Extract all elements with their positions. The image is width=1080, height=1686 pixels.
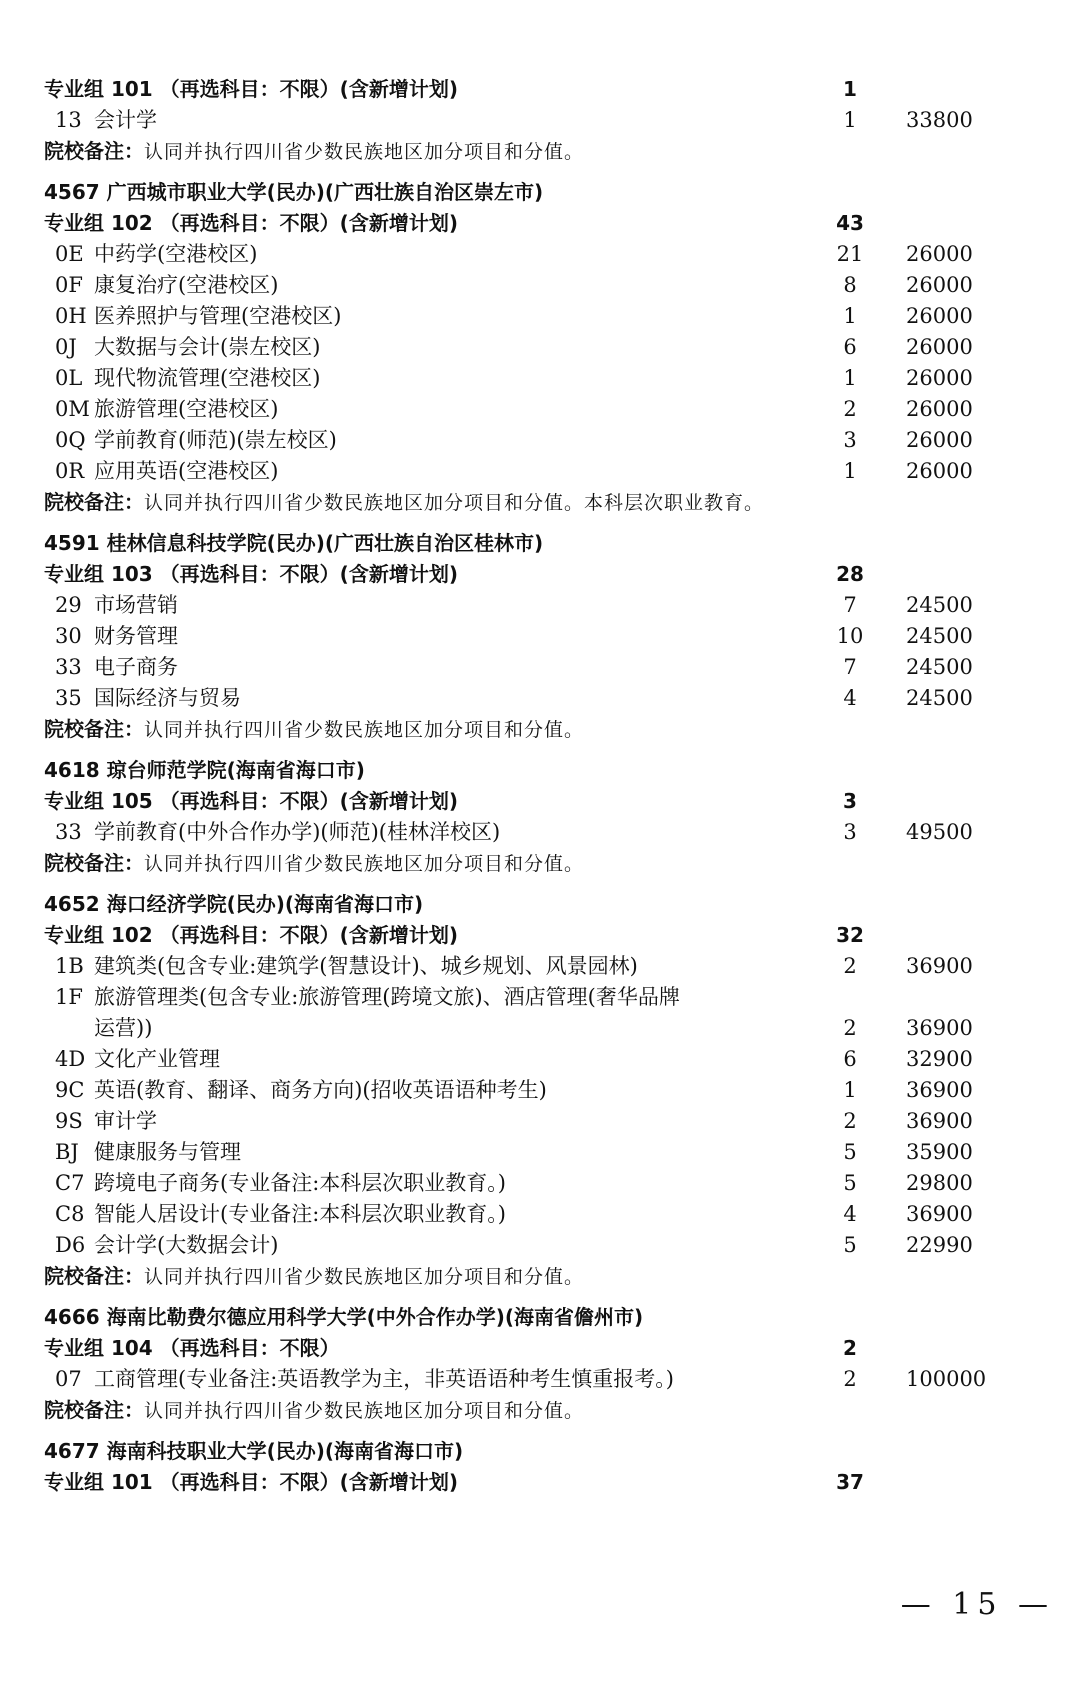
major-row: 0Q 学前教育(师范)(崇左校区) 3 26000	[55, 428, 973, 452]
major-row: D6 会计学(大数据会计) 5 22990	[55, 1233, 973, 1257]
school-title: 4567 广西城市职业大学(民办)(广西壮族自治区崇左市)	[44, 180, 544, 204]
major-row: 9C 英语(教育、翻译、商务方向)(招收英语语种考生) 1 36900	[55, 1078, 973, 1102]
school-note: 院校备注：认同并执行四川省少数民族地区加分项目和分值。	[44, 851, 585, 875]
group-header: 专业组 101 （再选科目：不限）(含新增计划) 1	[44, 74, 1004, 105]
major-plan-count: 1	[843, 108, 857, 132]
major-tuition: 33800	[906, 108, 973, 132]
major-row: 0L 现代物流管理(空港校区) 1 26000	[55, 366, 973, 390]
major-row: 0F 康复治疗(空港校区) 8 26000	[55, 273, 973, 297]
major-row: 29 市场营销 7 24500	[55, 593, 973, 617]
major-row: 0M 旅游管理(空港校区) 2 26000	[55, 397, 973, 421]
group-header: 专业组 105 （再选科目：不限）(含新增计划) 3	[44, 789, 857, 813]
admission-plan-page	[44, 74, 1004, 1498]
major-row: C8 智能人居设计(专业备注:本科层次职业教育。) 4 36900	[55, 1202, 973, 1226]
school-title: 4591 桂林信息科技学院(民办)(广西壮族自治区桂林市)	[44, 531, 544, 555]
major-row: 33 电子商务 7 24500	[55, 655, 973, 679]
major-row: 0E 中药学(空港校区) 21 26000	[55, 242, 973, 266]
major-row	[44, 105, 1004, 136]
major-code: 13	[55, 108, 82, 132]
school-title: 4652 海口经济学院(民办)(海南省海口市)	[44, 892, 424, 916]
group-header: 专业组 102 （再选科目：不限）(含新增计划) 32	[44, 923, 864, 947]
major-row: 0J 大数据与会计(崇左校区) 6 26000	[55, 335, 973, 359]
major-row: 30 财务管理 10 24500	[55, 624, 973, 648]
school-title: 4677 海南科技职业大学(民办)(海南省海口市)	[44, 1439, 464, 1463]
school-title: 4618 琼台师范学院(海南省海口市)	[44, 758, 365, 782]
group-header: 专业组 102 （再选科目：不限）(含新增计划) 43	[44, 208, 1004, 239]
major-row: 35 国际经济与贸易 4 24500	[55, 686, 973, 710]
major-row: 33 学前教育(中外合作办学)(师范)(桂林洋校区) 3 49500	[55, 820, 973, 844]
group-plan-count: 43	[836, 211, 864, 235]
school-note: 院校备注：认同并执行四川省少数民族地区加分项目和分值。本科层次职业教育。	[44, 490, 765, 514]
group-plan-count: 1	[843, 77, 857, 101]
major-row: C7 跨境电子商务(专业备注:本科层次职业教育。) 5 29800	[55, 1171, 973, 1195]
major-row: 1F 旅游管理类(包含专业:旅游管理(跨境文旅)、酒店管理(奢华品牌	[55, 985, 680, 1009]
major-row: 0H 医养照护与管理(空港校区) 1 26000	[55, 304, 973, 328]
group-header: 专业组 103 （再选科目：不限）(含新增计划) 28	[44, 562, 864, 586]
school-note: 院校备注：认同并执行四川省少数民族地区加分项目和分值。	[44, 139, 585, 163]
major-row-continued: 运营)) 2 36900	[94, 1016, 973, 1040]
school-title: 4666 海南比勒费尔德应用科学大学(中外合作办学)(海南省儋州市)	[44, 1305, 644, 1329]
school-note: 院校备注：认同并执行四川省少数民族地区加分项目和分值。	[44, 717, 585, 741]
group-header: 专业组 104 （再选科目：不限） 2	[44, 1336, 857, 1360]
major-row: 0R 应用英语(空港校区) 1 26000	[55, 459, 973, 483]
major-row: BJ 健康服务与管理 5 35900	[55, 1140, 973, 1164]
page-number: — 15 —	[900, 1587, 1054, 1622]
school-note: 院校备注：认同并执行四川省少数民族地区加分项目和分值。	[44, 1264, 585, 1288]
major-row: 1B 建筑类(包含专业:建筑学(智慧设计)、城乡规划、风景园林) 2 36900	[55, 954, 973, 978]
major-row: 4D 文化产业管理 6 32900	[55, 1047, 973, 1071]
major-row: 9S 审计学 2 36900	[55, 1109, 973, 1133]
group-header: 专业组 101 （再选科目：不限）(含新增计划) 37	[44, 1470, 864, 1494]
major-name: 会计学	[94, 108, 157, 132]
major-row: 07 工商管理(专业备注:英语教学为主，非英语语种考生慎重报考。) 2 100000	[55, 1367, 987, 1391]
school-note: 院校备注：认同并执行四川省少数民族地区加分项目和分值。	[44, 1398, 585, 1422]
